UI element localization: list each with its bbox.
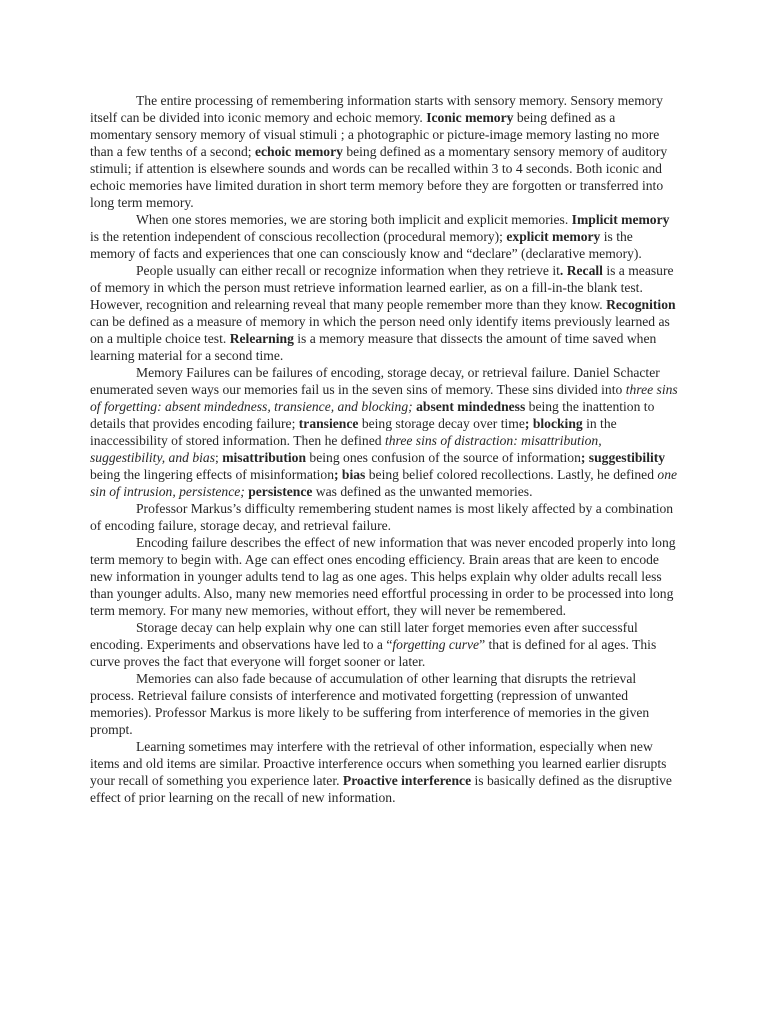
term-absent-mindedness: absent mindedness (412, 399, 526, 414)
term-persistence: persistence (244, 484, 313, 499)
term-blocking: ; blocking (524, 416, 583, 431)
text-segment: Storage decay can help explain why one can still later forget memories even after successful encoding. Experiments and observations have led to a “ (90, 620, 638, 652)
term-bias: ; bias (334, 467, 366, 482)
italic-sins-of-distraction: three sins of distraction: misattribution, suggestibility, and bias (90, 433, 602, 465)
text-segment: was defined as the unwanted memories. (312, 484, 533, 499)
text-segment: in the inaccessibility of stored information. Then he defined (90, 416, 617, 448)
paragraph-proactive-interference (90, 738, 678, 806)
term-iconic-memory: Iconic memory (426, 110, 514, 125)
paragraph-recall-recognition (90, 262, 678, 364)
text-segment: is basically defined as the disruptive effect of prior learning on the recall of new information. (90, 773, 672, 805)
paragraph-encoding-failure (90, 534, 678, 619)
text-segment: being defined as a momentary sensory memory of auditory stimuli; if attention is elsewhere sounds and words can be recalled within 3 to 4 seconds. Both iconic and echoic memories have limited duration in short term memory before they are forgotten or transferred into long term memory. (90, 144, 668, 210)
text-segment: When one stores memories, we are storing both implicit and explicit memories. (136, 212, 572, 227)
text-segment: can be defined as a measure of memory in which the person need only identify items previously learned as on a multiple choice test. (90, 314, 670, 346)
term-recognition: Recognition (606, 297, 676, 312)
text-segment: being the inattention to details that provides encoding failure; (90, 399, 655, 431)
text-segment: People usually can either recall or recognize information when they retrieve it (136, 263, 560, 278)
term-recall: . Recall (559, 263, 603, 278)
italic-forgetting-curve: forgetting curve (392, 637, 480, 652)
term-explicit-memory: explicit memory (506, 229, 601, 244)
text-segment: ; (215, 450, 223, 465)
text-segment: Professor Markus’s difficulty remembering student names is most likely affected by a combination of encoding failure, storage decay, and retrieval failure. (90, 501, 674, 533)
italic-sins-of-forgetting: three sins of forgetting: absent mindedness, transience, and blocking; (90, 382, 678, 414)
text-segment: is a measure of memory in which the person must retrieve information learned earlier, as on a fill-in-the blank test. However, recognition and relearning reveal that many people remember more than they know. (90, 263, 674, 312)
text-segment: is the retention independent of conscious recollection (procedural memory); (90, 229, 507, 244)
text-segment: being defined as a momentary sensory memory of visual stimuli ; a photographic or picture-image memory lasting no more than a few tenths of a second; (90, 110, 660, 159)
text-segment: being storage decay over time (358, 416, 525, 431)
text-segment: being belief colored recollections. Lastly, he defined (365, 467, 658, 482)
paragraph-professor-markus (90, 500, 678, 534)
term-transience: transience (298, 416, 359, 431)
text-segment: Memories can also fade because of accumulation of other learning that disrupts the retrieval process. Retrieval failure consists of interference and motivated forgetting (repression of unwanted memories). Professor Markus is more likely to be suffering from interference of memories in the given prompt. (90, 671, 650, 737)
text-segment: being the lingering effects of misinformation (90, 467, 334, 482)
term-relearning: Relearning (229, 331, 294, 346)
term-implicit-memory: Implicit memory (571, 212, 670, 227)
paragraph-memory-failures (90, 364, 678, 500)
term-suggestibility: ; suggestibility (580, 450, 666, 465)
text-segment: The entire processing of remembering information starts with sensory memory. Sensory memory itself can be divided into iconic memory and echoic memory. (90, 93, 663, 125)
text-segment: Learning sometimes may interfere with the retrieval of other information, especially when new items and old items are similar. Proactive interference occurs when something you learned earlier disrupts your recall of something you experience later. (90, 739, 667, 788)
document-page (90, 92, 678, 806)
term-echoic-memory: echoic memory (254, 144, 343, 159)
paragraph-sensory-memory (90, 92, 678, 211)
paragraph-retrieval-failure (90, 670, 678, 738)
text-segment: is the memory of facts and experiences that one can consciously know and “declare” (declarative memory). (90, 229, 642, 261)
paragraph-implicit-explicit (90, 211, 678, 262)
italic-sin-of-intrusion: one sin of intrusion, persistence; (90, 467, 678, 499)
text-segment: is a memory measure that dissects the amount of time saved when learning material for a second time. (90, 331, 657, 363)
text-segment: being ones confusion of the source of information (306, 450, 581, 465)
paragraph-storage-decay (90, 619, 678, 670)
term-proactive-interference: Proactive interference (342, 773, 472, 788)
term-misattribution: misattribution (222, 450, 307, 465)
text-segment: ” that is defined for al ages. This curve proves the fact that everyone will forget sooner or later. (90, 637, 657, 669)
text-segment: Encoding failure describes the effect of new information that was never encoded properly into long term memory to begin with. Age can effect ones encoding efficiency. Brain areas that are keen to encode new information in younger adults tend to lag as one ages. This helps explain why older adults recall less than younger adults. Also, many new memories need effortful processing in order to be processed into long term memory. For many new memories, without effort, they will never be remembered. (90, 535, 676, 618)
text-segment: Memory Failures can be failures of encoding, storage decay, or retrieval failure. Daniel Schacter enumerated seven ways our memories fail us in the seven sins of memory. These sins divided into (90, 365, 660, 397)
